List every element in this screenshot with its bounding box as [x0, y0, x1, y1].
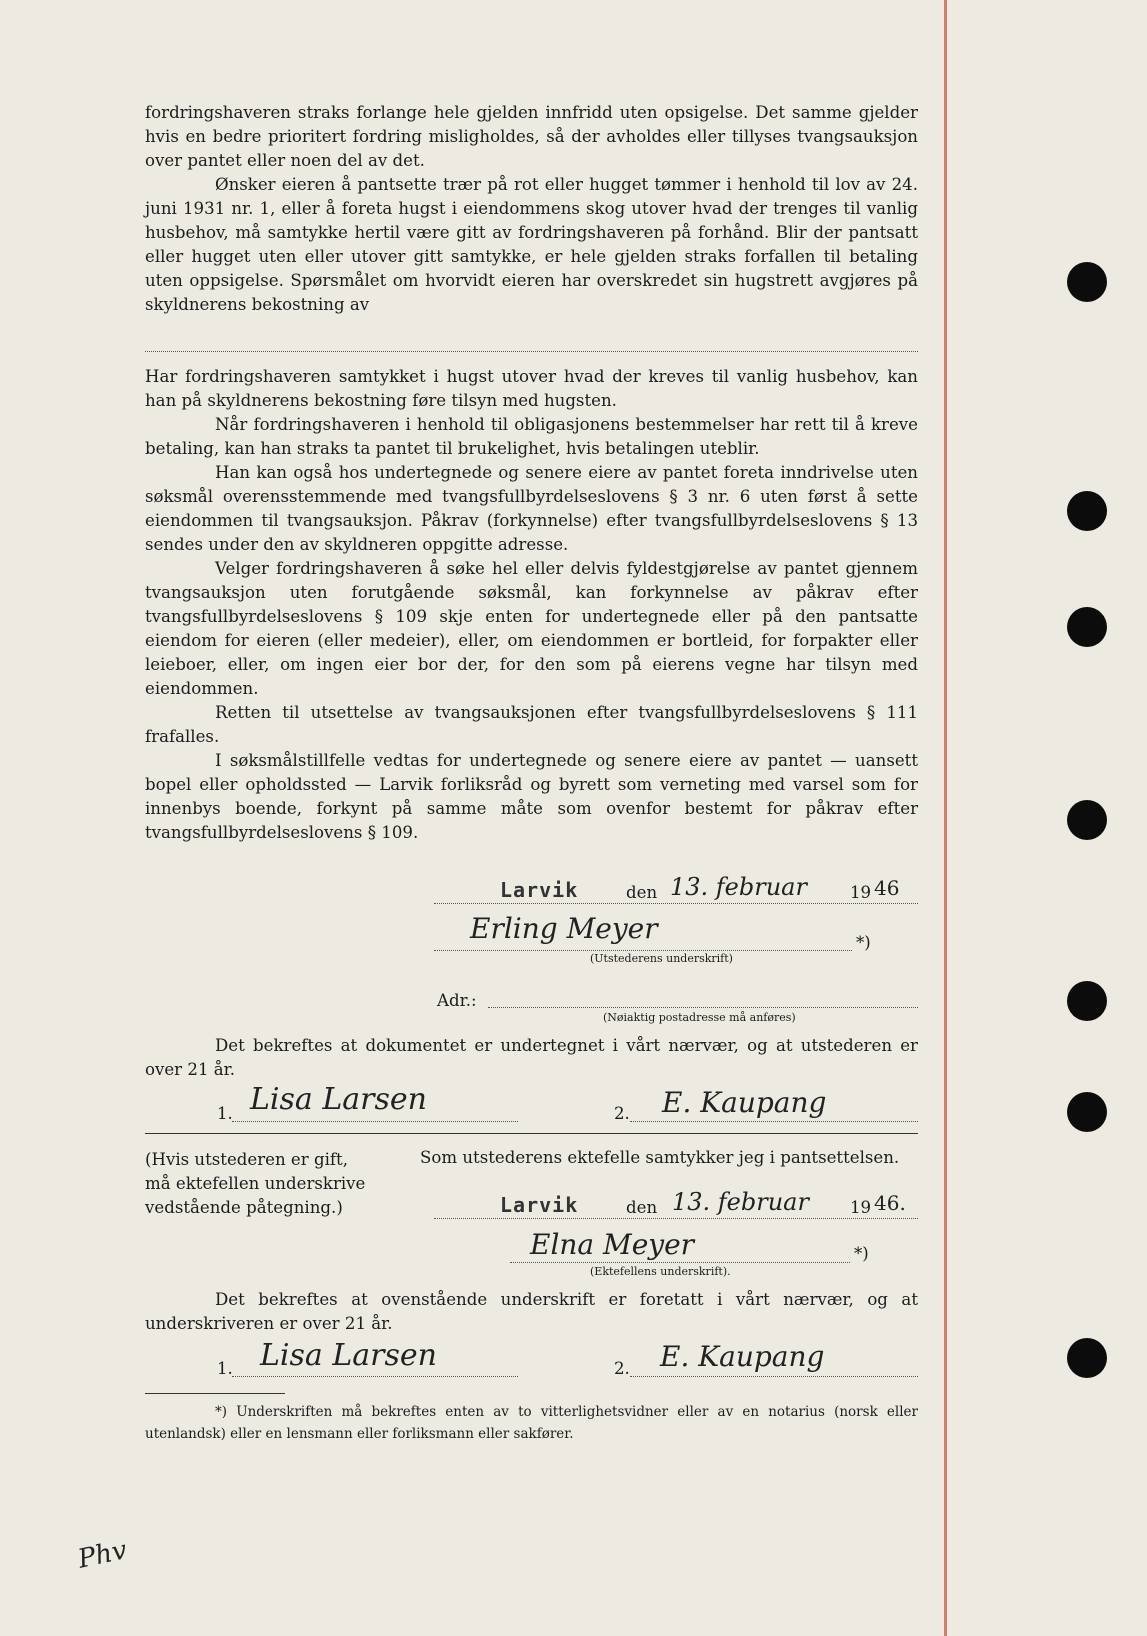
- separator: [145, 1133, 918, 1134]
- punch-hole: [1067, 607, 1107, 647]
- spouse-note: [145, 1148, 365, 1220]
- signature-caption: (Utstederens underskrift): [590, 952, 733, 965]
- signature-caption: (Ektefellens underskrift).: [590, 1265, 731, 1278]
- signature-spouse: Elna Meyer: [530, 1228, 695, 1261]
- witness-text: [145, 1034, 918, 1082]
- signature-issuer: Erling Meyer: [470, 912, 658, 945]
- signature-line: [434, 950, 852, 951]
- year-suffix: 46: [874, 876, 900, 900]
- punch-hole: [1067, 1338, 1107, 1378]
- place-typed: Larvik: [500, 1193, 579, 1217]
- footnote-star: *): [854, 1244, 869, 1263]
- witness-signature: Lisa Larsen: [260, 1338, 437, 1373]
- footnote-text: *) Underskriften må bekreftes enten av to vitterlighetsvidner eller av en notarius (norsk eller utenlandsk) eller en lensmann eller forliksmann eller sakfører.: [145, 1404, 918, 1442]
- top-text: [145, 101, 918, 317]
- paragraph: Når fordringshaveren i henhold til obligasjonens bestemmelser har rett til å kreve betaling, kan han straks ta pantet til brukelighet, hvis betalingen uteblir.: [145, 415, 918, 458]
- witness-number: 2.: [614, 1359, 630, 1378]
- paragraph: Velger fordringshaveren å søke hel eller delvis fyldestgjørelse av pantet gjennem tvangsauksjon uten forutgående søksmål, kan forkynnelse av påkrav efter tvangsfullbyrdelseslovens § 109 skje enten for undertegnede eller på den pantsatte eiendom for eieren (eller medeier), eller, om eiendommen er bortleid, for forpakter eller leieboer, eller, om ingen eier bor der, for den som på eierens vegne har tilsyn med eiendommen.: [145, 559, 918, 698]
- address-line: [488, 1007, 918, 1008]
- den-label: den: [626, 883, 658, 902]
- paragraph: Det bekreftes at ovenstående underskrift er foretatt i vårt nærvær, og at underskriveren er over 21 år.: [145, 1290, 918, 1333]
- paragraph: fordringshaveren straks forlange hele gjelden innfridd uten opsigelse. Det samme gjelder hvis en bedre prioritert fordring misligholdes, så der avholdes eller tillyses tvangsauksjon over pantet eller noen del av det.: [145, 103, 918, 170]
- signature-line: [510, 1262, 850, 1263]
- date-line: [434, 1218, 918, 1219]
- punch-hole: [1067, 981, 1107, 1021]
- address-caption: (Nøiaktig postadresse må anføres): [603, 1011, 796, 1024]
- witness-line: [232, 1121, 518, 1122]
- paragraph: Det bekreftes at dokumentet er undertegnet i vårt nærvær, og at utstederen er over 21 år.: [145, 1036, 918, 1079]
- year-prefix: 19: [850, 1198, 872, 1217]
- date-handwritten: 13. februar: [672, 1188, 809, 1216]
- witness-signature: E. Kaupang: [660, 1340, 825, 1373]
- footnote-rule: [145, 1393, 285, 1394]
- note-line: må ektefellen underskrive: [145, 1174, 366, 1193]
- punch-hole: [1067, 262, 1107, 302]
- margin-initials: Phv: [75, 1535, 130, 1575]
- margin-rule: [944, 0, 947, 1636]
- witness-line: [630, 1121, 918, 1122]
- witness-text: [145, 1288, 918, 1336]
- witness-line: [232, 1376, 518, 1377]
- note-line: vedstående påtegning.): [145, 1198, 343, 1217]
- paragraph: Har fordringshaveren samtykket i hugst utover hvad der kreves til vanlig husbehov, kan han på skyldnerens bekostning føre tilsyn med hugsten.: [145, 367, 918, 410]
- paragraph: Ønsker eieren å pantsette trær på rot eller hugget tømmer i henhold til lov av 24. juni 1931 nr. 1, eller å foreta hugst i eiendommens skog utover hvad der trenges til vanlig husbehov, må samtykke hertil være gitt av fordringshaveren på forhånd. Blir der pantsatt eller hugget uten eller utover gitt samtykke, er hele gjelden straks forfallen til betaling uten oppsigelse. Spørsmålet om hvorvidt eieren har overskredet sin hugstrett avgjøres på skyldnerens bekostning av: [145, 175, 918, 314]
- witness-signature: Lisa Larsen: [250, 1082, 427, 1117]
- paragraph: Retten til utsettelse av tvangsauksjonen efter tvangsfullbyrdelseslovens § 111 frafalles.: [145, 703, 918, 746]
- paragraph: I søksmålstillfelle vedtas for undertegnede og senere eiere av pantet — uansett bopel eller opholdssted — Larvik forliksråd og byrett som verneting med varsel som for innenbys boende, forkynt på samme måte som ovenfor bestemt for påkrav efter tvangsfullbyrdelseslovens § 109.: [145, 751, 918, 842]
- place-typed: Larvik: [500, 878, 579, 902]
- date-handwritten: 13. februar: [670, 873, 807, 901]
- year-suffix: 46.: [874, 1191, 906, 1215]
- den-label: den: [626, 1198, 658, 1217]
- paragraph: Han kan også hos undertegnede og senere eiere av pantet foreta inndrivelse uten søksmål overensstemmende med tvangsfullbyrdelseslovens § 3 nr. 6 uten først å sette eiendommen til tvangsauksjon. Påkrav (forkynnelse) efter tvangsfullbyrdelseslovens § 13 sendes under den av skyldneren oppgitte adresse.: [145, 463, 918, 554]
- punch-hole: [1067, 800, 1107, 840]
- spouse-consent: Som utstederens ektefelle samtykker jeg i pantsettelsen.: [420, 1148, 900, 1167]
- punch-hole: [1067, 1092, 1107, 1132]
- witness-signature: E. Kaupang: [662, 1086, 827, 1119]
- footnote: [145, 1401, 918, 1445]
- dotted-line: [145, 351, 918, 352]
- witness-number: 1.: [217, 1104, 233, 1123]
- witness-number: 2.: [614, 1104, 630, 1123]
- main-text: [145, 365, 918, 845]
- address-label: Adr.:: [437, 991, 477, 1010]
- witness-number: 1.: [217, 1359, 233, 1378]
- date-line: [434, 903, 918, 904]
- witness-line: [630, 1376, 918, 1377]
- footnote-star: *): [856, 933, 871, 952]
- punch-hole: [1067, 491, 1107, 531]
- note-line: (Hvis utstederen er gift,: [145, 1150, 348, 1169]
- year-prefix: 19: [850, 883, 872, 902]
